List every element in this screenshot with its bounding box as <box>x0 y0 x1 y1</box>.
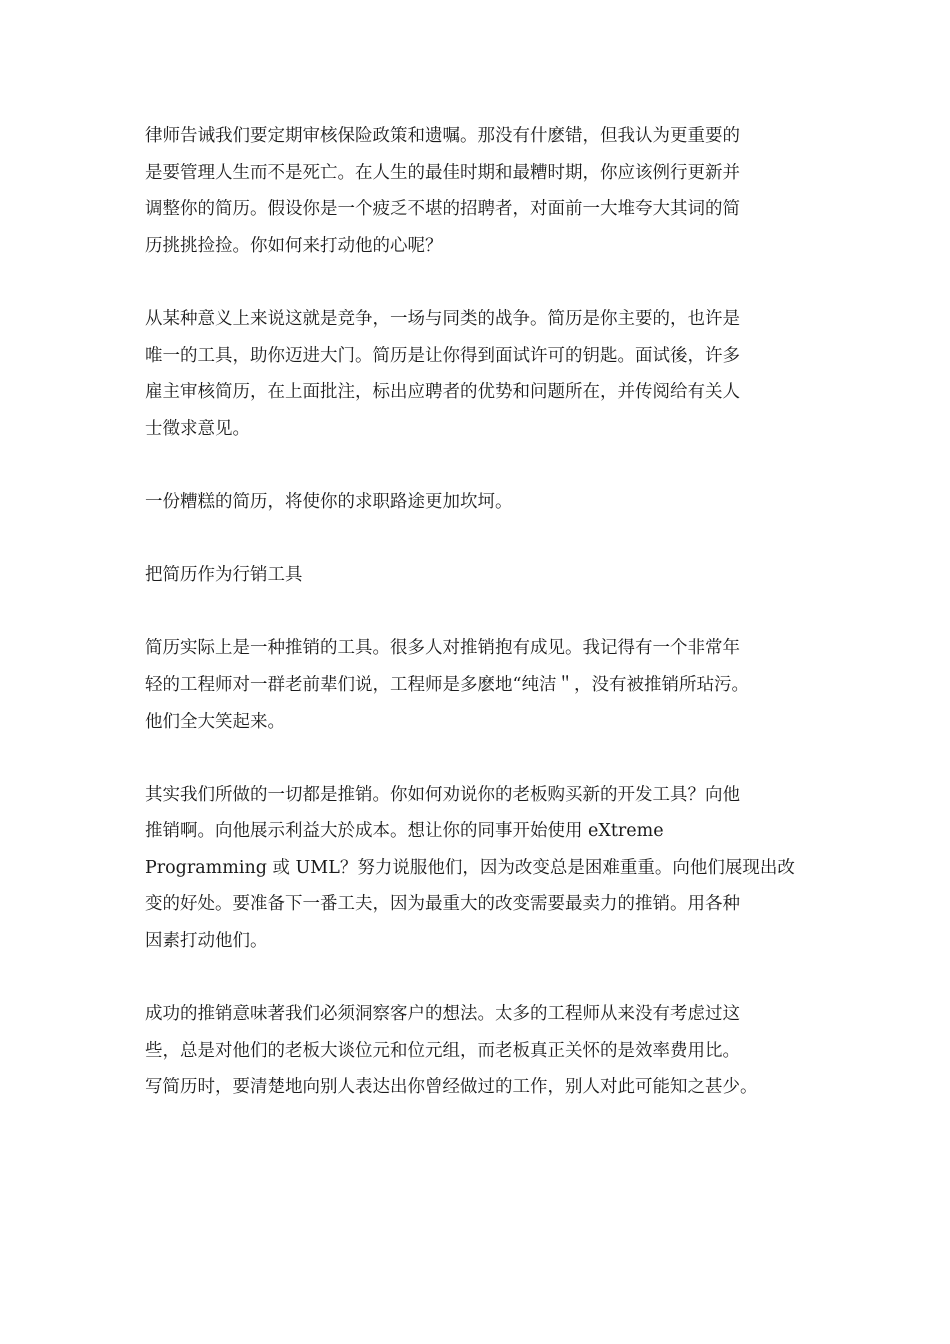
text-line: 写简历时，要清楚地向别人表达出你曾经做过的工作，别人对此可能知之甚少。 <box>145 1077 758 1098</box>
text-line: 成功的推销意味著我们必须洞察客户的想法。太多的工程师从来没有考虑过这 <box>145 1004 740 1025</box>
paragraph-1 <box>145 118 815 264</box>
paragraph-2 <box>145 301 815 447</box>
text-line: 一份糟糕的简历，将使你的求职路途更加坎坷。 <box>145 491 513 512</box>
paragraph-6 <box>145 777 815 960</box>
text-line: 调整你的简历。假设你是一个疲乏不堪的招聘者，对面前一大堆夸大其词的简 <box>145 199 740 220</box>
text-line: 轻的工程师对一群老前辈们说，工程师是多麽地“纯洁＂，没有被推销所玷污。 <box>145 674 749 695</box>
text-line: 其实我们所做的一切都是推销。你如何劝说你的老板购买新的开发工具？向他 <box>145 784 740 805</box>
text-line: 唯一的工具，助你迈进大门。简历是让你得到面试许可的钥匙。面试後，许多 <box>145 345 740 366</box>
section-heading <box>145 557 815 594</box>
text-line: 律师告诫我们要定期审核保险政策和遗嘱。那没有什麽错，但我认为更重要的 <box>145 126 740 146</box>
text-line: 从某种意义上来说这就是竞争，一场与同类的战争。简历是你主要的，也许是 <box>145 308 740 329</box>
paragraph-5 <box>145 630 815 740</box>
paragraph-7 <box>145 996 815 1106</box>
text-line: 是要管理人生而不是死亡。在人生的最佳时期和最糟时期，你应该例行更新并 <box>145 162 740 183</box>
text-line: 他们全大笑起来。 <box>145 711 285 732</box>
text-line: 士徵求意见。 <box>145 418 250 439</box>
text-line: 变的好处。要准备下一番工夫，因为最重大的改变需要最卖力的推销。用各种 <box>145 894 740 915</box>
text-line: 简历实际上是一种推销的工具。很多人对推销抱有成见。我记得有一个非常年 <box>145 638 740 659</box>
text-line: 雇主审核简历，在上面批注，标出应聘者的优势和问题所在，并传阅给有关人 <box>145 382 740 403</box>
text-line: 推销啊。向他展示利益大於成本。想让你的同事开始使用 eXtreme <box>145 821 664 842</box>
paragraph-3 <box>145 484 815 521</box>
text-line: Programming 或 UML？努力说服他们，因为改变总是困难重重。向他们展现出改 <box>145 857 795 878</box>
document-body <box>145 118 815 1143</box>
heading-text: 把简历作为行销工具 <box>145 565 303 586</box>
text-line: 些，总是对他们的老板大谈位元和位元组，而老板真正关怀的是效率费用比。 <box>145 1040 740 1061</box>
text-line: 因素打动他们。 <box>145 931 268 952</box>
text-line: 历挑挑捡捡。你如何来打动他的心呢？ <box>145 235 443 256</box>
